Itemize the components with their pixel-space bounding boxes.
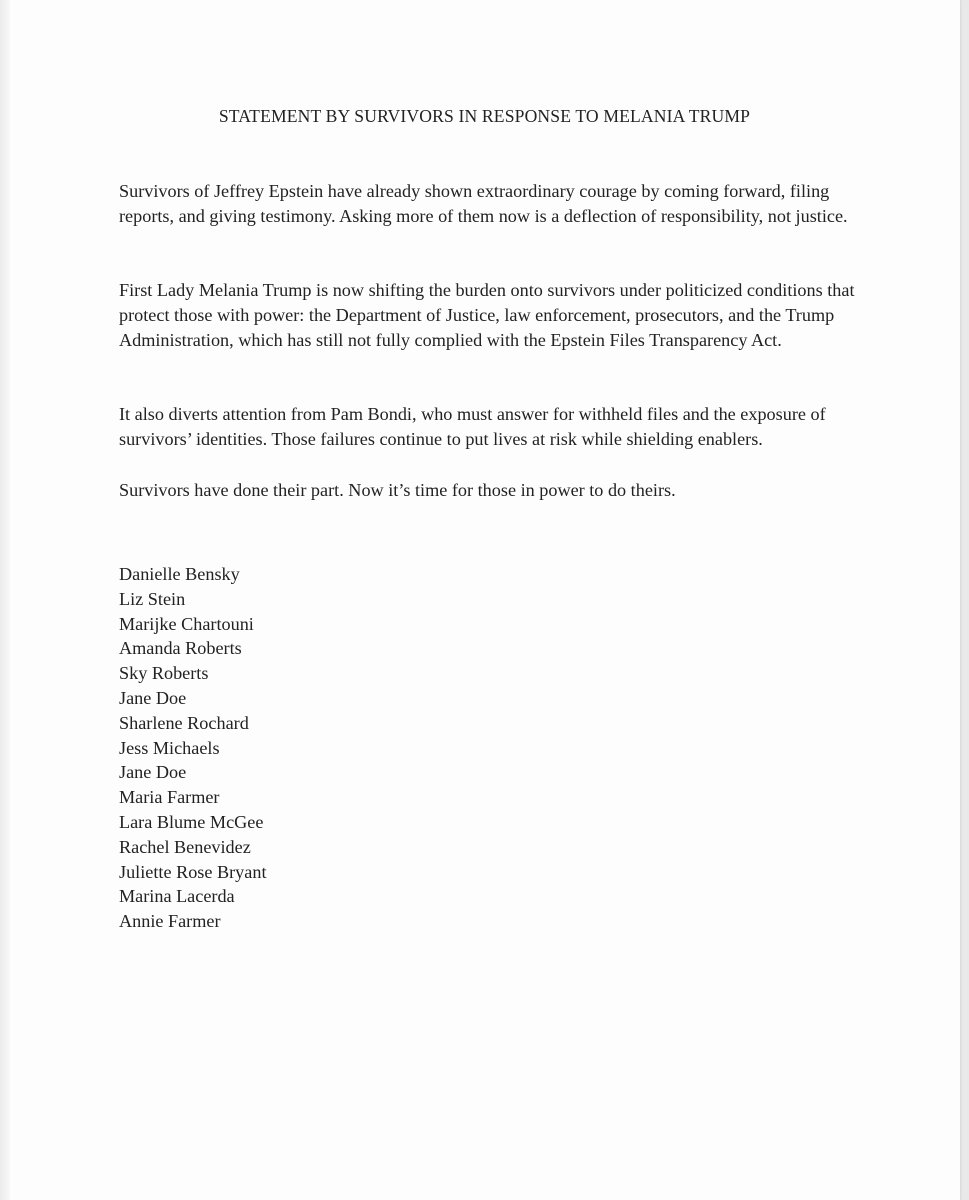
- signatory-name: Marijke Chartouni: [119, 613, 254, 634]
- signatory-name: Jane Doe: [119, 687, 187, 708]
- signatory-name: Annie Farmer: [119, 911, 221, 932]
- signatory-name: Juliette Rose Bryant: [119, 861, 267, 882]
- paragraph-courage: Survivors of Jeffrey Epstein have already shown extraordinary courage by coming forward, filing reports, and giving testimony. Asking more of them now is a deflection of responsibility, not justice.: [119, 181, 848, 226]
- signatory-name: Lara Blume McGee: [119, 811, 264, 832]
- paragraph-bondi: It also diverts attention from Pam Bondi, who must answer for withheld files and the exposure of survivors’ identities. Those failures continue to put lives at risk while shielding enablers.: [119, 404, 826, 449]
- signatory-name: Jess Michaels: [119, 737, 220, 758]
- signatory-name: Liz Stein: [119, 588, 186, 609]
- page-edge: [0, 0, 10, 1200]
- signatory-name: Amanda Roberts: [119, 638, 242, 659]
- signatory-name: Marina Lacerda: [119, 886, 235, 907]
- signatory-name: Danielle Bensky: [119, 564, 240, 584]
- paragraph-burden: First Lady Melania Trump is now shifting the burden onto survivors under politicized conditions that protect those with power: the Department of Justice, law enforcement, prosecutors, and the Trump Administration, which has still not fully complied with the Epstein Files Transparency Act.: [119, 280, 855, 350]
- signatory-name: Sky Roberts: [119, 663, 209, 684]
- paragraph-closing: Survivors have done their part. Now it’s time for those in power to do theirs.: [119, 480, 676, 500]
- signatory-name: Maria Farmer: [119, 787, 220, 808]
- signatory-list: [119, 562, 267, 934]
- statement-title: STATEMENT BY SURVIVORS IN RESPONSE TO MELANIA TRUMP: [218, 106, 751, 126]
- signatory-name: Rachel Benevidez: [119, 836, 251, 857]
- signatory-name: Sharlene Rochard: [119, 712, 249, 733]
- signatory-name: Jane Doe: [119, 762, 187, 783]
